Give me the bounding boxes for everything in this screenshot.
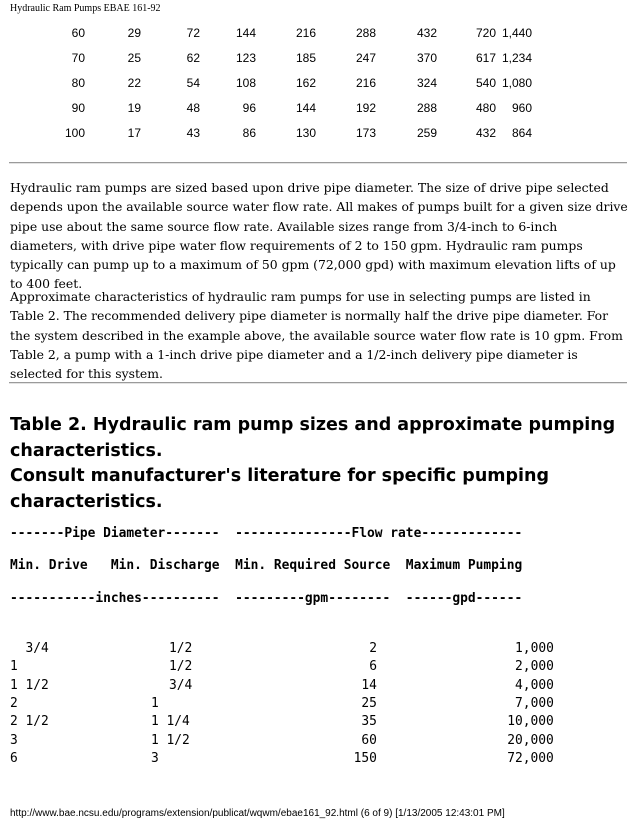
table2-title-line2: Consult manufacturer's literature for specific pumping characteristics. [10, 466, 550, 512]
source-flow-cell: 25 [361, 695, 377, 711]
table-cell: 216 [355, 76, 376, 90]
discharge-diameter-cell: 3 [151, 750, 159, 766]
max-pumping-cell: 20,000 [507, 732, 554, 748]
table-row [10, 751, 610, 769]
table-cell: 25 [127, 51, 141, 65]
source-flow-cell: 60 [361, 732, 377, 748]
page-header-title: Hydraulic Ram Pumps EBAE 161-92 [10, 3, 161, 14]
characteristics-paragraph: Approximate characteristics of hydraulic ram pumps for use in selecting pumps are listed in Table 2. The recommended delivery pipe diameter is normally half the drive pipe diameter. For the system described in the example above, the available source water flow rate is 10 gpm. From Table 2, a pump with a 1-inch drive pipe diameter and a 1/2-inch delivery pipe diameter is selected for this system. [10, 289, 623, 382]
max-pumping-cell: 1,000 [515, 641, 554, 656]
table2-title-line1: Table 2. Hydraulic ram pump sizes and approximate pumping characteristics. [10, 415, 616, 461]
table-cell: 216 [295, 26, 316, 40]
table-cell: 54 [186, 76, 200, 90]
drive-diameter-cell: 1 [10, 659, 18, 675]
discharge-diameter-cell: 1 1/2 [151, 732, 190, 748]
table-cell: 144 [295, 101, 316, 115]
max-pumping-cell: 72,000 [507, 750, 554, 766]
table-cell: 48 [186, 101, 200, 115]
table-row [40, 101, 540, 126]
drive-diameter-cell: 2 1/2 [10, 714, 49, 730]
table-row [40, 126, 540, 151]
table-cell: 617 [475, 51, 496, 65]
table-cell: 62 [186, 51, 200, 65]
table-cell: 247 [355, 51, 376, 65]
table-row [10, 641, 610, 659]
max-pumping-cell: 2,000 [515, 659, 554, 675]
table-cell: 60 [71, 26, 85, 40]
table-row [40, 51, 540, 76]
table-cell: 144 [235, 26, 256, 40]
table-cell: 1,234 [501, 51, 532, 65]
table-cell: 43 [186, 126, 200, 140]
table2-header-units: -----------inches---------- ---------gpm-------- ------gpd------ [10, 591, 523, 606]
table-cell: 22 [127, 76, 141, 90]
drive-diameter-cell: 3 [10, 732, 18, 748]
table-cell: 123 [235, 51, 256, 65]
source-flow-cell: 150 [353, 750, 377, 766]
table-cell: 432 [475, 126, 496, 140]
drive-diameter-cell: 6 [10, 750, 18, 766]
discharge-diameter-cell: 1/2 [169, 641, 193, 656]
table-cell: 480 [475, 101, 496, 115]
table-cell: 288 [416, 101, 437, 115]
table-row [40, 26, 540, 51]
table-cell: 720 [475, 26, 496, 40]
table-cell: 72 [186, 26, 200, 40]
drive-diameter-cell: 1 1/2 [10, 677, 49, 693]
table-cell: 29 [127, 26, 141, 40]
table-cell: 432 [416, 26, 437, 40]
table-row [10, 733, 610, 751]
table-cell: 192 [355, 101, 376, 115]
table-cell: 80 [71, 76, 85, 90]
discharge-diameter-cell: 1 [151, 695, 159, 711]
source-flow-cell: 35 [361, 714, 377, 730]
table-cell: 96 [242, 101, 256, 115]
table-cell: 1,080 [501, 76, 532, 90]
table-cell: 86 [242, 126, 256, 140]
source-flow-cell: 2 [369, 641, 377, 656]
drive-diameter-cell: 3/4 [10, 641, 49, 656]
source-flow-cell: 6 [369, 659, 377, 675]
table-row [10, 696, 610, 714]
table-cell: 1,440 [501, 26, 532, 40]
table-cell: 540 [475, 76, 496, 90]
table-cell: 70 [71, 51, 85, 65]
table-row [40, 76, 540, 101]
table-cell: 162 [295, 76, 316, 90]
table-cell: 185 [295, 51, 316, 65]
table-cell: 864 [511, 126, 532, 140]
max-pumping-cell: 4,000 [515, 677, 554, 693]
table-cell: 100 [64, 126, 85, 140]
table2-header-group: -------Pipe Diameter------- ---------------Flow rate------------- [10, 526, 523, 541]
table-cell: 130 [295, 126, 316, 140]
table-cell: 19 [127, 101, 141, 115]
drive-diameter-cell: 2 [10, 695, 18, 711]
table-cell: 960 [511, 101, 532, 115]
discharge-diameter-cell: 1 1/4 [151, 714, 190, 730]
source-flow-cell: 14 [361, 677, 377, 693]
table-row [10, 678, 610, 696]
discharge-diameter-cell: 1/2 [169, 659, 193, 675]
max-pumping-cell: 7,000 [515, 695, 554, 711]
table2-title [10, 413, 630, 515]
footer-url: http://www.bae.ncsu.edu/programs/extension/publicat/wqwm/ebae161_92.html (6 of 9) [1/13/2005 12:43:01 PM] [10, 808, 505, 819]
table-cell: 108 [235, 76, 256, 90]
discharge-diameter-cell: 3/4 [169, 677, 193, 693]
max-pumping-cell: 10,000 [507, 714, 554, 730]
table-row [10, 714, 610, 732]
table-cell: 173 [355, 126, 376, 140]
table-cell: 288 [355, 26, 376, 40]
table2-header-columns: Min. Drive Min. Discharge Min. Required Source Maximum Pumping [10, 558, 523, 573]
table-cell: 259 [416, 126, 437, 140]
table-cell: 370 [416, 51, 437, 65]
section-divider [9, 162, 627, 164]
table-cell: 90 [71, 101, 85, 115]
table-row [10, 659, 610, 677]
table-cell: 17 [127, 126, 141, 140]
sizing-paragraph: Hydraulic ram pumps are sized based upon drive pipe diameter. The size of drive pipe selected depends upon the available source water flow rate. All makes of pumps built for a given size drive pipe use about the same source flow rate. Available sizes range from 3/4-inch to 6-inch diameters, with drive pipe water flow requirements of 2 to 150 gpm. Hydraulic ram pumps typically can pump up to a maximum of 50 gpm (72,000 gpd) with maximum elevation lifts of up to 400 feet. [10, 180, 628, 292]
table-cell: 324 [416, 76, 437, 90]
section-divider [9, 382, 627, 384]
